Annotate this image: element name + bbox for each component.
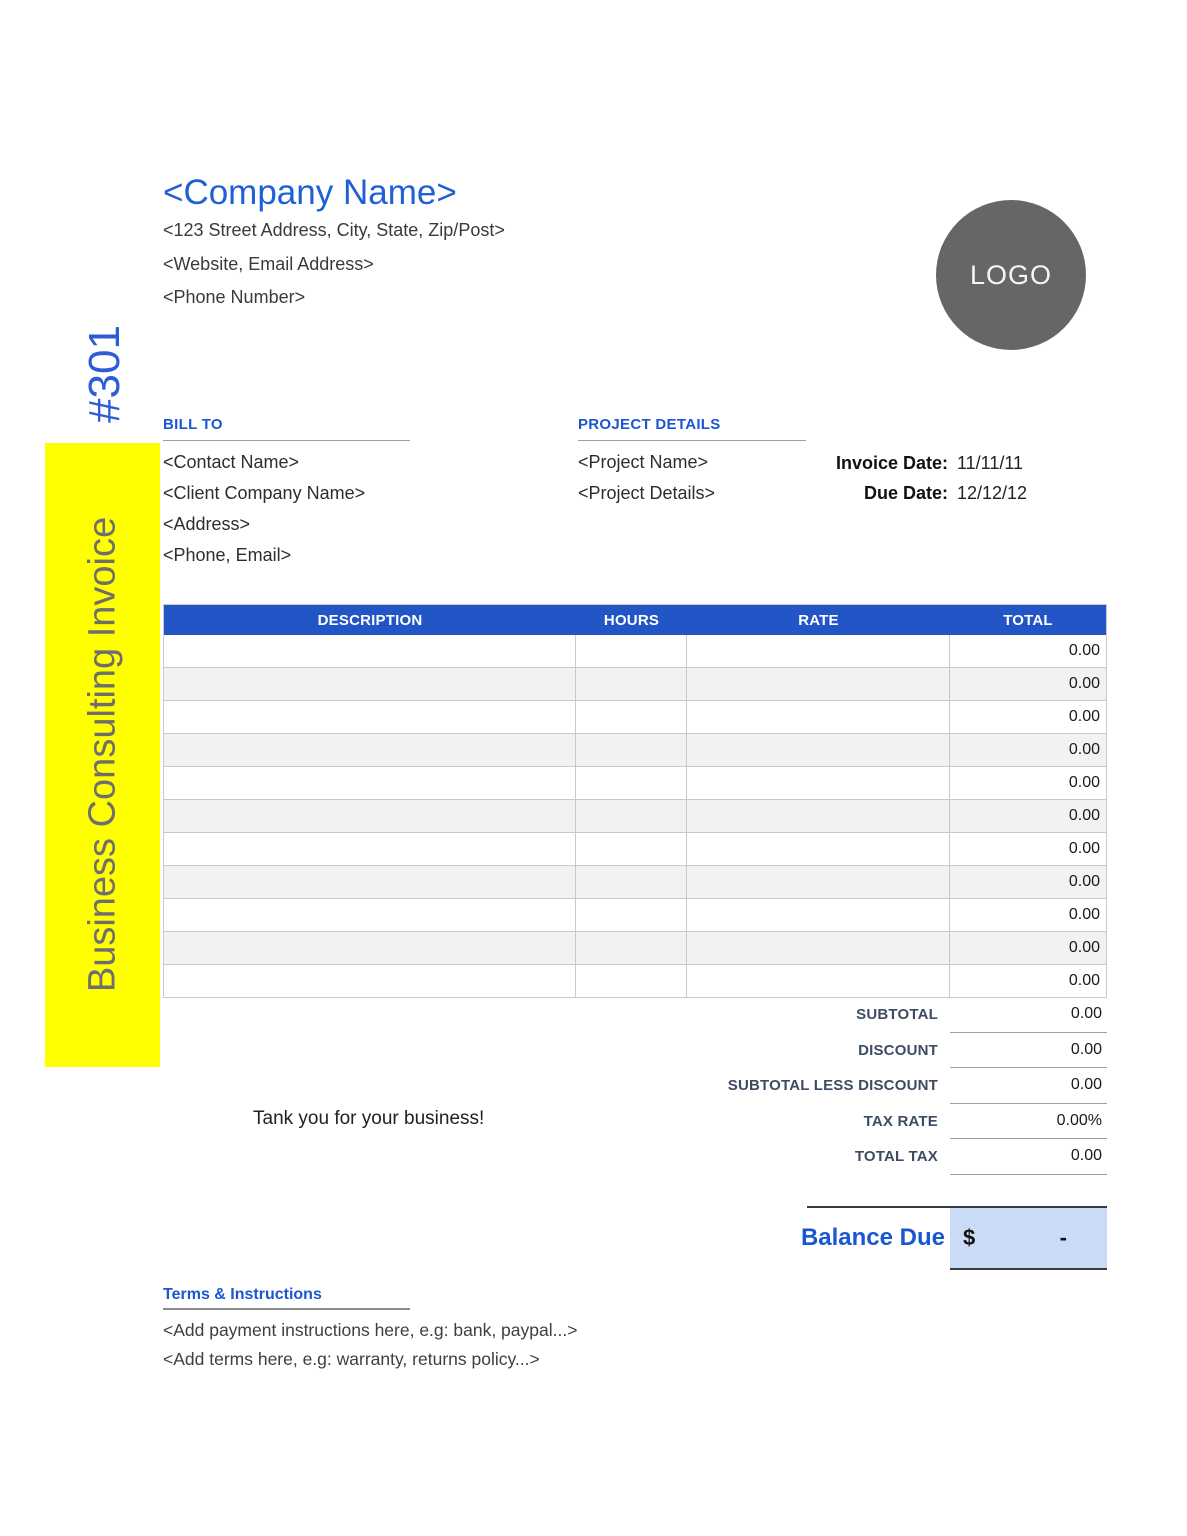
cell-rate <box>687 668 950 700</box>
invoice-number-text: #301 <box>80 325 129 423</box>
company-phone: <Phone Number> <box>163 287 306 307</box>
company-website: <Website, Email Address> <box>163 253 374 274</box>
cell-description <box>164 899 576 931</box>
bill-to-phone-email: <Phone, Email> <box>163 545 292 565</box>
project-details: <Project Details> <box>578 483 716 503</box>
company-address: <123 Street Address, City, State, Zip/Post> <box>163 220 505 240</box>
summary-row-discount <box>163 1033 1107 1069</box>
due-date-label: Due Date: <box>863 483 948 503</box>
cell-description <box>164 833 576 865</box>
discount-label: DISCOUNT <box>858 1041 938 1059</box>
cell-total: 0.00 <box>1068 675 1100 692</box>
cell-description <box>164 668 576 700</box>
balance-value: - <box>1059 1225 1067 1250</box>
bill-to-section <box>163 416 410 571</box>
cell-total: 0.00 <box>1068 840 1100 857</box>
cell-total: 0.00 <box>1068 774 1100 791</box>
table-row <box>164 833 1106 866</box>
balance-currency: $ <box>963 1225 976 1250</box>
cell-hours <box>576 701 687 733</box>
subtotal-less-discount-value: 0.00 <box>950 1068 1107 1104</box>
due-date-value: 12/12/12 <box>957 483 1028 503</box>
cell-total: 0.00 <box>1068 939 1100 956</box>
invoice-date-label: Invoice Date: <box>835 453 948 473</box>
cell-total: 0.00 <box>1068 807 1100 824</box>
terms-heading: Terms & Instructions <box>163 1286 410 1310</box>
cell-rate <box>687 932 950 964</box>
thank-you-message: Tank you for your business! <box>253 1108 485 1129</box>
cell-hours <box>576 965 687 997</box>
table-row <box>164 932 1106 965</box>
table-row <box>164 767 1106 800</box>
summary-row-subtotal <box>163 997 1107 1033</box>
logo-text: LOGO <box>969 259 1053 290</box>
table-row <box>164 701 1106 734</box>
cell-hours <box>576 734 687 766</box>
cell-hours <box>576 899 687 931</box>
cell-rate <box>687 734 950 766</box>
project-name: <Project Name> <box>578 452 709 472</box>
header-rate: RATE <box>798 611 839 629</box>
bill-to-address: <Address> <box>163 514 251 534</box>
company-info <box>163 214 505 315</box>
cell-hours <box>576 833 687 865</box>
side-banner <box>45 443 160 1067</box>
summary-section <box>163 997 1107 1175</box>
banner-title: Business Consulting Invoice <box>81 516 124 993</box>
table-row <box>164 866 1106 899</box>
cell-hours <box>576 635 687 667</box>
subtotal-value: 0.00 <box>950 997 1107 1033</box>
terms-lines <box>163 1316 683 1374</box>
bill-to-client-company: <Client Company Name> <box>163 483 366 503</box>
bill-to-heading: BILL TO <box>163 416 410 441</box>
header-description: DESCRIPTION <box>317 611 423 629</box>
header-hours: HOURS <box>603 611 660 629</box>
bill-to-lines <box>163 447 410 571</box>
table-row <box>164 965 1106 998</box>
tax-rate-value: 0.00% <box>950 1104 1107 1140</box>
cell-description <box>164 965 576 997</box>
header-total: TOTAL <box>1003 611 1053 629</box>
terms-payment-instructions: <Add payment instructions here, e.g: bank, paypal...> <box>163 1320 578 1340</box>
cell-rate <box>687 800 950 832</box>
cell-description <box>164 635 576 667</box>
cell-rate <box>687 899 950 931</box>
subtotal-label: SUBTOTAL <box>856 1006 938 1024</box>
cell-hours <box>576 932 687 964</box>
balance-due-amount <box>950 1208 1107 1270</box>
company-name: <Company Name> <box>163 173 457 212</box>
logo-placeholder <box>936 200 1086 350</box>
cell-total: 0.00 <box>1068 906 1100 923</box>
cell-description <box>164 701 576 733</box>
cell-hours <box>576 866 687 898</box>
cell-hours <box>576 668 687 700</box>
total-tax-value: 0.00 <box>950 1139 1107 1175</box>
tax-rate-label: TAX RATE <box>863 1112 938 1130</box>
project-details-heading: PROJECT DETAILS <box>578 416 806 441</box>
cell-description <box>164 932 576 964</box>
table-row <box>164 800 1106 833</box>
invoice-date-row <box>770 448 1040 478</box>
cell-description <box>164 866 576 898</box>
cell-total: 0.00 <box>1068 741 1100 758</box>
cell-rate <box>687 767 950 799</box>
cell-total: 0.00 <box>1068 708 1100 725</box>
line-items-table <box>163 604 1107 998</box>
cell-description <box>164 800 576 832</box>
terms-section <box>163 1286 683 1374</box>
table-row <box>164 734 1106 767</box>
table-row <box>164 635 1106 668</box>
terms-policy: <Add terms here, e.g: warranty, returns policy...> <box>163 1349 540 1369</box>
cell-total: 0.00 <box>1068 873 1100 890</box>
summary-row-subtotal-less-discount <box>163 1068 1107 1104</box>
invoice-date-value: 11/11/11 <box>957 453 1024 473</box>
subtotal-less-discount-label: SUBTOTAL LESS DISCOUNT <box>727 1077 938 1095</box>
cell-hours <box>576 800 687 832</box>
discount-value: 0.00 <box>950 1033 1107 1069</box>
table-row <box>164 668 1106 701</box>
invoice-dates <box>770 448 1040 508</box>
cell-description <box>164 767 576 799</box>
cell-description <box>164 734 576 766</box>
cell-hours <box>576 767 687 799</box>
bill-to-contact: <Contact Name> <box>163 452 300 472</box>
cell-rate <box>687 635 950 667</box>
cell-total: 0.00 <box>1068 972 1100 989</box>
cell-rate <box>687 833 950 865</box>
summary-row-total-tax <box>163 1139 1107 1175</box>
cell-rate <box>687 866 950 898</box>
cell-rate <box>687 965 950 997</box>
table-header-row <box>164 605 1106 635</box>
balance-due-label: Balance Due <box>800 1224 945 1251</box>
due-date-row <box>770 478 1040 508</box>
cell-total: 0.00 <box>1068 642 1100 659</box>
table-row <box>164 899 1106 932</box>
invoice-number <box>78 316 132 432</box>
total-tax-label: TOTAL TAX <box>854 1148 938 1166</box>
cell-rate <box>687 701 950 733</box>
